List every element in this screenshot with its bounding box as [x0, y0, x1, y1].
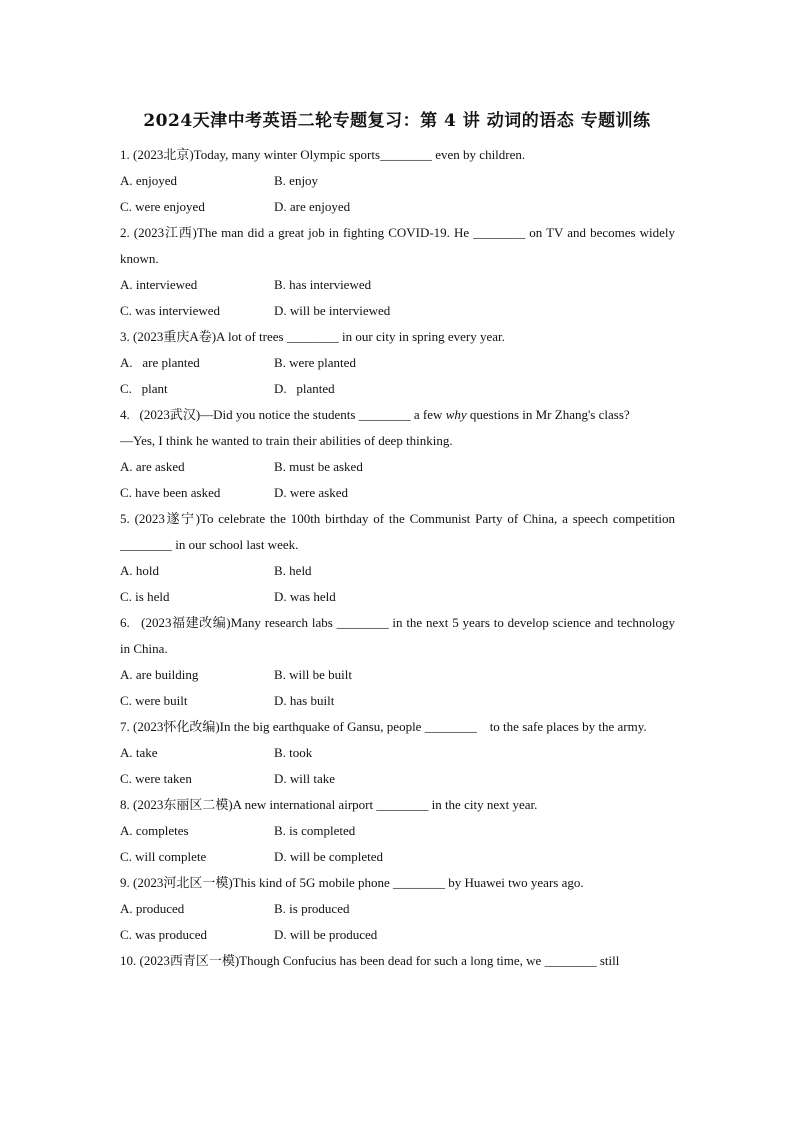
question-stem: 6. (2023福建改编)Many research labs ________ in the next 5 years to develop science and technology in China.	[120, 615, 679, 656]
question-stem: 7. (2023怀化改编)In the big earthquake of Gansu, people ________ to the safe places by the army.	[120, 719, 647, 734]
options-row	[120, 584, 675, 610]
option-d: D. will take	[274, 771, 336, 786]
options-row	[120, 558, 675, 584]
options-row	[120, 272, 675, 298]
option-c: C. plant	[120, 381, 168, 396]
options-row	[120, 480, 675, 506]
option-c: C. was interviewed	[120, 303, 221, 318]
options-row	[120, 896, 675, 922]
options-row	[120, 168, 675, 194]
question-9	[120, 870, 675, 948]
stem-text: 4. (2023武汉)—Did you notice the students ________ a few	[120, 407, 446, 422]
question-list	[120, 142, 679, 974]
option-d: D. will be produced	[274, 927, 378, 942]
option-b: B. held	[274, 563, 312, 578]
option-b: B. has interviewed	[274, 277, 372, 292]
stem-text: questions in Mr Zhang's class?	[466, 407, 630, 422]
options-row	[120, 454, 675, 480]
option-a: A. interviewed	[120, 277, 198, 292]
option-d: D. were asked	[274, 485, 348, 500]
question-6	[120, 610, 679, 714]
option-d: D. will be interviewed	[274, 303, 391, 318]
question-stem: 3. (2023重庆A卷)A lot of trees ________ in our city in spring every year.	[120, 329, 505, 344]
option-b: B. enjoy	[274, 173, 319, 188]
options-row	[120, 194, 675, 220]
question-4	[120, 402, 675, 506]
options-row	[120, 766, 675, 792]
question-stem: 1. (2023北京)Today, many winter Olympic sports________ even by children.	[120, 147, 526, 162]
question-stem: 5. (2023遂宁)To celebrate the 100th birthday of the Communist Party of China, a speech competition ________ in our school last week.	[120, 511, 675, 552]
question-3	[120, 324, 675, 402]
question-2	[120, 220, 675, 324]
options-row	[120, 350, 675, 376]
options-row	[120, 662, 675, 688]
question-stem: 8. (2023东丽区二模)A new international airport ________ in the city next year.	[120, 797, 538, 812]
question-stem: 9. (2023河北区一模)This kind of 5G mobile phone ________ by Huawei two years ago.	[120, 875, 584, 890]
option-a: A. enjoyed	[120, 173, 178, 188]
option-a: A. take	[120, 745, 158, 760]
option-c: C. were taken	[120, 771, 192, 786]
option-b: B. took	[274, 745, 313, 760]
options-row	[120, 740, 675, 766]
question-stem	[120, 402, 675, 428]
option-c: C. were built	[120, 693, 188, 708]
option-a: A. are building	[120, 667, 199, 682]
option-b: B. will be built	[274, 667, 352, 682]
option-d: D. planted	[274, 381, 335, 396]
options-row	[120, 844, 675, 870]
option-b: B. is produced	[274, 901, 350, 916]
options-row	[120, 922, 675, 948]
option-a: A. produced	[120, 901, 185, 916]
option-a: A. completes	[120, 823, 189, 838]
page-title: 2024天津中考英语二轮专题复习：第 4 讲 动词的语态 专题训练	[143, 111, 651, 131]
option-a: A. are asked	[120, 459, 185, 474]
question-5	[120, 506, 675, 610]
option-d: D. are enjoyed	[274, 199, 351, 214]
question-stem: 2. (2023江西)The man did a great job in fighting COVID-19. He ________ on TV and becomes widely known.	[120, 225, 675, 266]
option-c: C. will complete	[120, 849, 207, 864]
option-c: C. were enjoyed	[120, 199, 205, 214]
option-a: A. are planted	[120, 355, 200, 370]
options-row	[120, 818, 675, 844]
question-10	[120, 948, 675, 974]
option-d: D. will be completed	[274, 849, 384, 864]
option-c: C. was produced	[120, 927, 208, 942]
question-1	[120, 142, 675, 220]
option-a: A. hold	[120, 563, 159, 578]
question-8	[120, 792, 675, 870]
option-b: B. is completed	[274, 823, 356, 838]
option-b: B. must be asked	[274, 459, 363, 474]
options-row	[120, 688, 675, 714]
question-reply: —Yes, I think he wanted to train their abilities of deep thinking.	[120, 433, 453, 448]
option-d: D. has built	[274, 693, 335, 708]
question-stem: 10. (2023西青区一模)Though Confucius has been dead for such a long time, we ________ still	[120, 953, 620, 968]
options-row	[120, 376, 675, 402]
option-c: C. is held	[120, 589, 170, 604]
options-row	[120, 298, 675, 324]
question-7	[120, 714, 675, 792]
stem-italic-word: why	[445, 407, 467, 422]
option-c: C. have been asked	[120, 485, 221, 500]
option-b: B. were planted	[274, 355, 356, 370]
option-d: D. was held	[274, 589, 336, 604]
